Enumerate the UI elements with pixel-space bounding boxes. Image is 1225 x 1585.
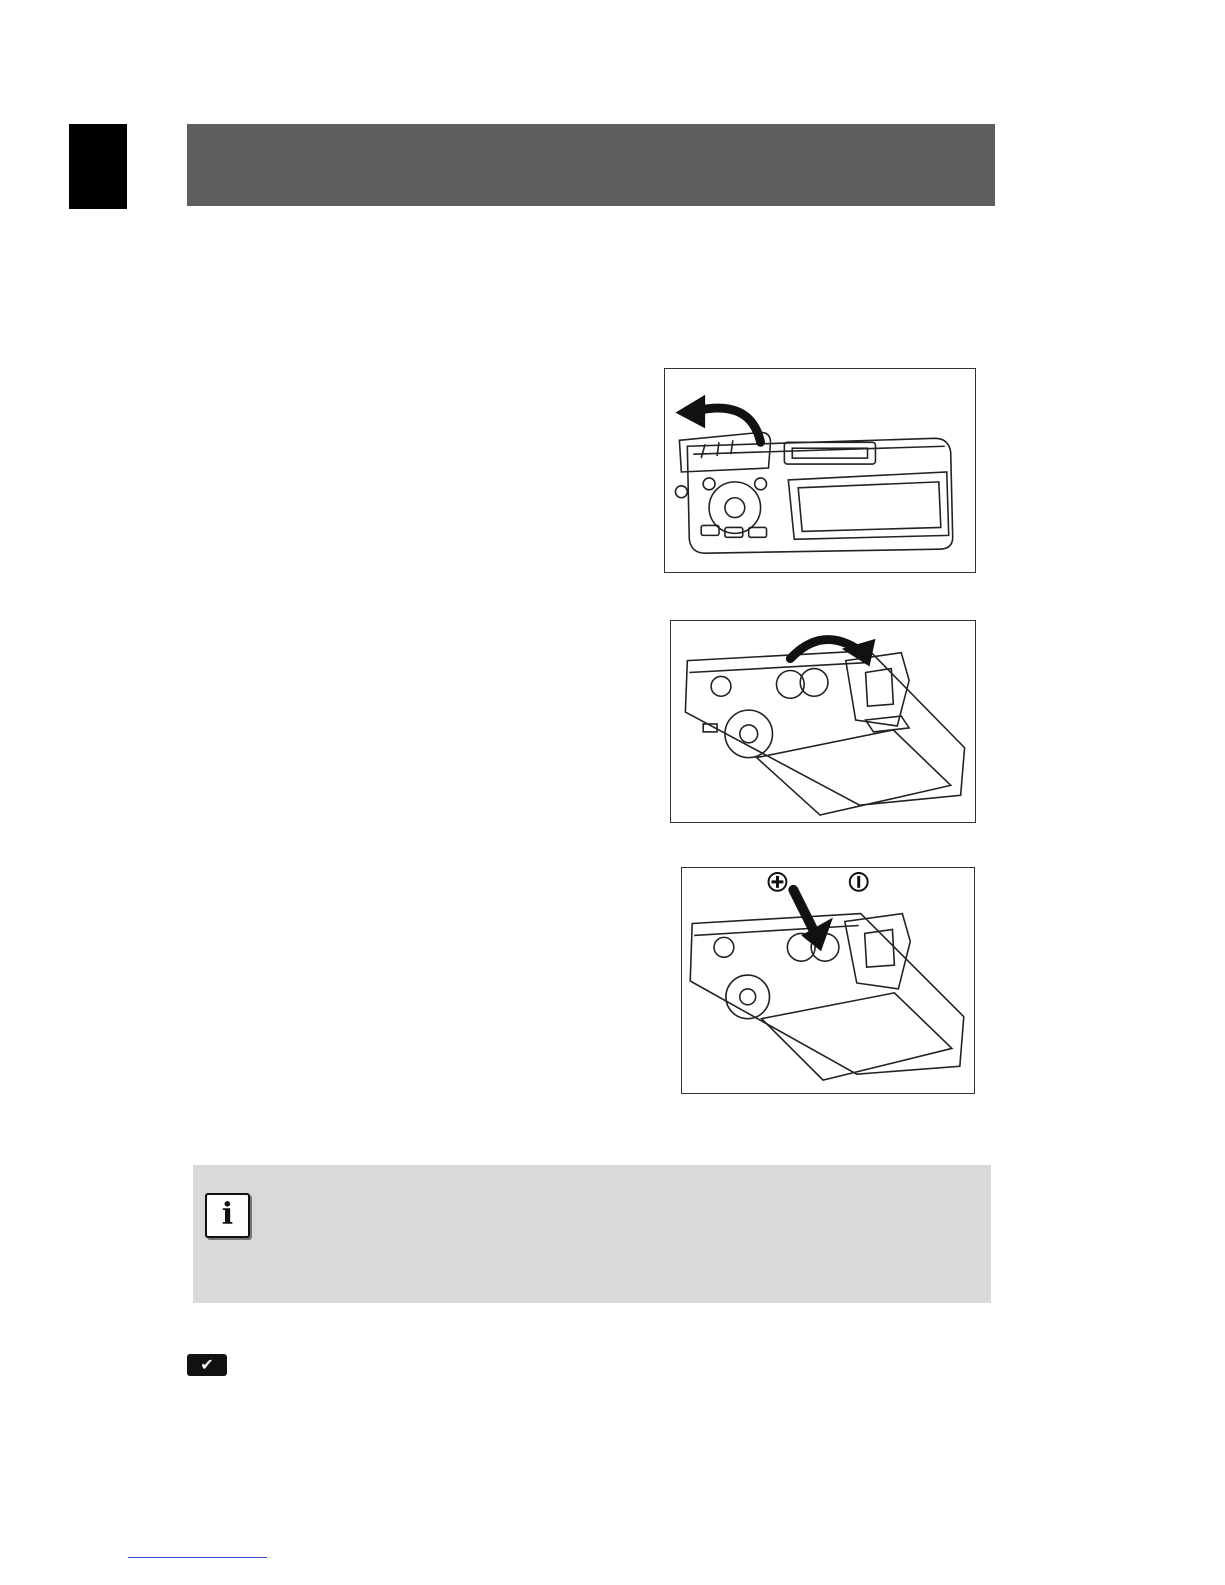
plus-polarity-icon [769, 873, 787, 891]
camera-battery-insert-illustration [682, 868, 974, 1093]
figure-insert-batteries [681, 867, 975, 1094]
figure-cover-swung-open [670, 620, 976, 823]
figure-open-battery-cover [664, 368, 976, 573]
info-icon: i [205, 1193, 250, 1238]
camera-open-compartment-illustration [671, 621, 975, 822]
camera-back-illustration [665, 369, 975, 572]
section-header-bar [187, 124, 995, 206]
chapter-tab [69, 124, 127, 209]
minus-polarity-icon [850, 873, 868, 891]
checkmark-icon: ✔ [187, 1354, 227, 1376]
info-note-box [193, 1165, 991, 1303]
footer-rule [128, 1557, 267, 1558]
